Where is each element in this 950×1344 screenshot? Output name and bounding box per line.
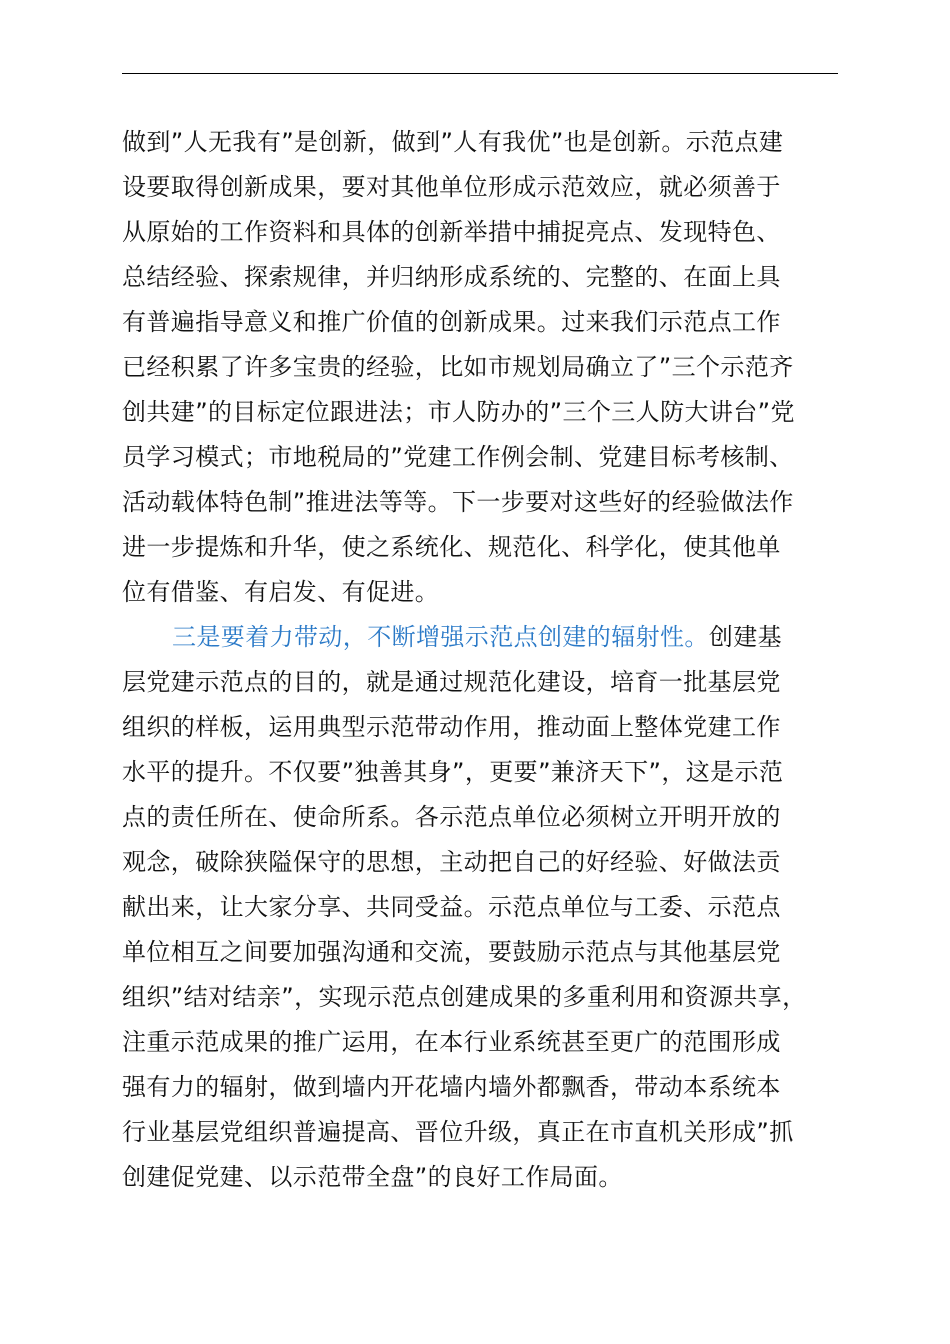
text-line: 员学习模式；市地税局的”党建工作例会制、党建目标考核制、 [122,443,794,471]
text-line: 行业基层党组织普遍提高、晋位升级，真正在市直机关形成”抓 [122,1118,794,1146]
text-line: 已经积累了许多宝贵的经验，比如市规划局确立了”三个示范齐 [122,353,794,381]
text-line: 观念，破除狭隘保守的思想，主动把自己的好经验、好做法贡 [122,848,781,876]
text-line: 活动载体特色制”推进法等等。下一步要对这些好的经验做法作 [122,488,794,516]
text-line: 献出来，让大家分享、共同受益。示范点单位与工委、示范点 [122,893,781,921]
text-line: 创建促党建、以示范带全盘”的良好工作局面。 [122,1163,623,1191]
text-line: 创共建”的目标定位跟进法；市人防办的”三个三人防大讲台”党 [122,398,795,426]
text-line: 进一步提炼和升华，使之系统化、规范化、科学化，使其他单 [122,533,781,561]
text-line: 点的责任所在、使命所系。各示范点单位必须树立开明开放的 [122,803,781,831]
text-line: 强有力的辐射，做到墙内开花墙内墙外都飘香，带动本系统本 [122,1073,781,1101]
text-line: 设要取得创新成果，要对其他单位形成示范效应，就必须善于 [122,173,781,201]
text-line: 有普遍指导意义和推广价值的创新成果。过来我们示范点工作 [122,308,781,336]
text-line: 组织”结对结亲”，实现示范点创建成果的多重利用和资源共享， [122,983,807,1011]
text-line: 水平的提升。不仅要”独善其身”，更要”兼济天下”，这是示范 [122,758,784,786]
text-line: 层党建示范点的目的，就是通过规范化建设，培育一批基层党 [122,668,781,696]
point-3-heading: 三是要着力带动，不断增强示范点创建的辐射性。 [172,623,709,651]
text-line: 从原始的工作资料和具体的创新举措中捕捉亮点、发现特色、 [122,218,781,246]
body-text [122,120,838,1200]
text-line: 组织的样板，运用典型示范带动作用，推动面上整体党建工作 [122,713,781,741]
paragraph-point-3-first-line [122,615,838,660]
text-line: 注重示范成果的推广运用，在本行业系统甚至更广的范围形成 [122,1028,781,1056]
text-line: 总结经验、探索规律，并归纳形成系统的、完整的、在面上具 [122,263,781,291]
text-line: 位有借鉴、有启发、有促进。 [122,578,440,606]
header-rule [122,73,838,74]
text-line: 单位相互之间要加强沟通和交流，要鼓励示范点与其他基层党 [122,938,781,966]
point-3-heading-rest: 创建基 [708,623,783,651]
text-line: 做到”人无我有”是创新，做到”人有我优”也是创新。示范点建 [122,128,784,156]
